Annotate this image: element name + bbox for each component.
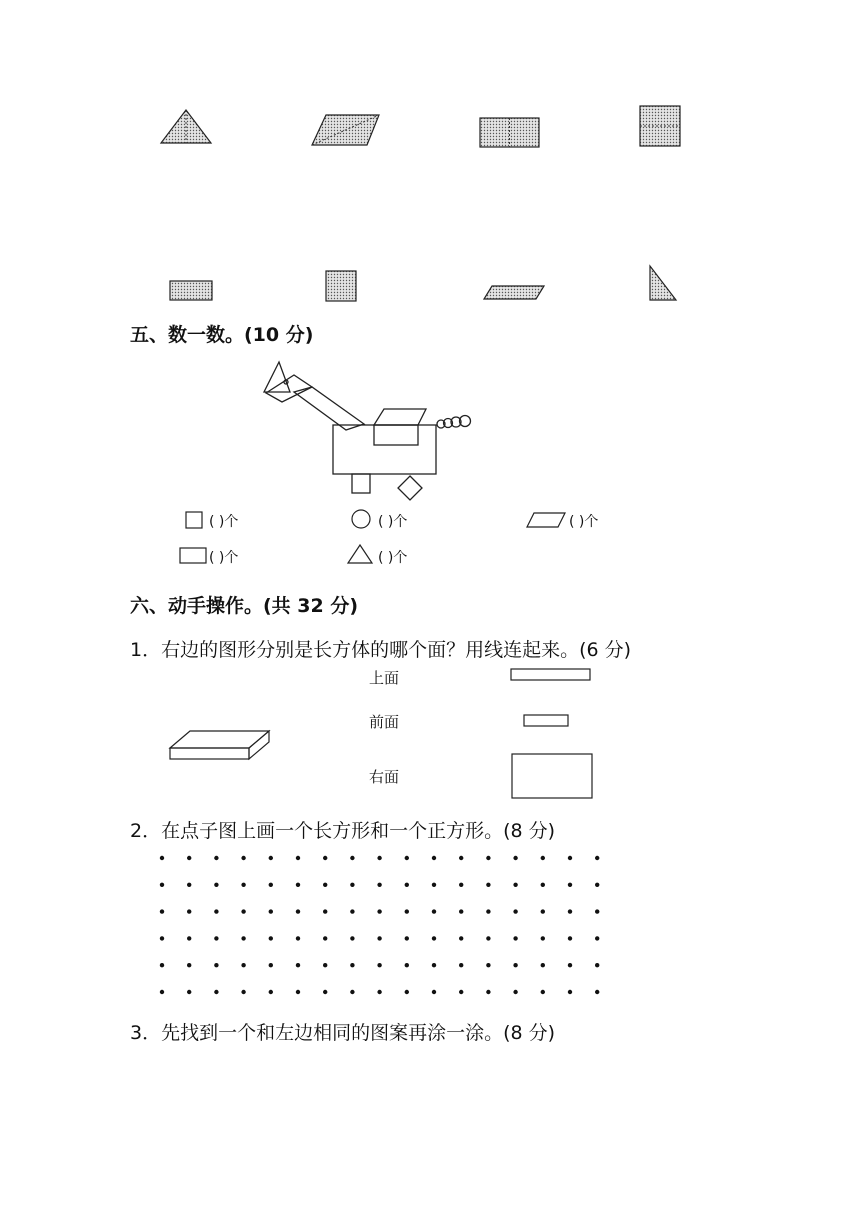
grid-dot[interactable] <box>187 883 191 887</box>
grid-dot[interactable] <box>513 990 517 994</box>
grid-dot[interactable] <box>377 856 381 860</box>
grid-dot[interactable] <box>187 990 191 994</box>
grid-dot[interactable] <box>323 856 327 860</box>
grid-dot[interactable] <box>323 909 327 913</box>
grid-dot[interactable] <box>459 883 463 887</box>
grid-dot[interactable] <box>432 856 436 860</box>
grid-dot[interactable] <box>405 856 409 860</box>
grid-dot[interactable] <box>459 909 463 913</box>
grid-dot[interactable] <box>323 936 327 940</box>
grid-dot[interactable] <box>269 990 273 994</box>
grid-dot[interactable] <box>595 883 599 887</box>
grid-dot[interactable] <box>160 909 164 913</box>
section5-title: 五、数一数。(10 分) <box>130 324 314 346</box>
grid-dot[interactable] <box>296 909 300 913</box>
grid-dot[interactable] <box>541 936 545 940</box>
grid-dot[interactable] <box>160 883 164 887</box>
grid-dot[interactable] <box>486 909 490 913</box>
grid-dot[interactable] <box>486 990 490 994</box>
grid-dot[interactable] <box>568 963 572 967</box>
grid-dot[interactable] <box>595 936 599 940</box>
count-triangle-blank: ( )个 <box>378 550 408 566</box>
grid-dot[interactable] <box>269 936 273 940</box>
grid-dot[interactable] <box>432 936 436 940</box>
grid-dot[interactable] <box>486 883 490 887</box>
grid-dot[interactable] <box>568 909 572 913</box>
grid-dot[interactable] <box>296 990 300 994</box>
grid-dot[interactable] <box>405 909 409 913</box>
grid-dot[interactable] <box>241 883 245 887</box>
grid-dot[interactable] <box>269 883 273 887</box>
grid-dot[interactable] <box>214 963 218 967</box>
grid-dot[interactable] <box>541 856 545 860</box>
grid-dot[interactable] <box>459 963 463 967</box>
grid-dot[interactable] <box>160 990 164 994</box>
grid-dot[interactable] <box>350 883 354 887</box>
grid-dot[interactable] <box>214 990 218 994</box>
grid-dot[interactable] <box>241 963 245 967</box>
grid-dot[interactable] <box>296 883 300 887</box>
grid-dot[interactable] <box>405 990 409 994</box>
grid-dot[interactable] <box>513 963 517 967</box>
grid-dot[interactable] <box>296 963 300 967</box>
grid-dot[interactable] <box>269 909 273 913</box>
grid-dot[interactable] <box>377 963 381 967</box>
grid-dot[interactable] <box>405 936 409 940</box>
grid-dot[interactable] <box>323 883 327 887</box>
grid-dot[interactable] <box>568 990 572 994</box>
grid-dot[interactable] <box>350 909 354 913</box>
section6-title: 六、动手操作。(共 32 分) <box>130 595 359 617</box>
count-parallelogram-blank: ( )个 <box>569 514 599 530</box>
grid-dot[interactable] <box>377 883 381 887</box>
grid-dot[interactable] <box>568 936 572 940</box>
grid-dot[interactable] <box>486 963 490 967</box>
grid-dot[interactable] <box>269 963 273 967</box>
grid-dot[interactable] <box>459 856 463 860</box>
grid-dot[interactable] <box>350 990 354 994</box>
count-circle-blank: ( )个 <box>378 514 408 530</box>
grid-dot[interactable] <box>296 936 300 940</box>
grid-dot[interactable] <box>486 856 490 860</box>
face-label-top: 上面 <box>369 669 400 687</box>
grid-dot[interactable] <box>377 990 381 994</box>
grid-dot[interactable] <box>187 936 191 940</box>
grid-dot[interactable] <box>541 963 545 967</box>
q3-text: 3．先找到一个和左边相同的图案再涂一涂。(8 分) <box>130 1022 556 1044</box>
q1-text: 1．右边的图形分别是长方体的哪个面？用线连起来。(6 分) <box>130 639 632 661</box>
grid-dot[interactable] <box>513 856 517 860</box>
grid-dot[interactable] <box>486 936 490 940</box>
grid-dot[interactable] <box>432 990 436 994</box>
grid-dot[interactable] <box>350 856 354 860</box>
grid-dot[interactable] <box>350 936 354 940</box>
grid-dot[interactable] <box>432 963 436 967</box>
grid-dot[interactable] <box>323 990 327 994</box>
grid-dot[interactable] <box>595 990 599 994</box>
grid-dot[interactable] <box>432 883 436 887</box>
grid-dot[interactable] <box>459 990 463 994</box>
count-square-blank: ( )个 <box>209 514 239 530</box>
grid-dot[interactable] <box>405 963 409 967</box>
grid-dot[interactable] <box>377 909 381 913</box>
grid-dot[interactable] <box>541 990 545 994</box>
grid-dot[interactable] <box>513 909 517 913</box>
grid-dot[interactable] <box>160 856 164 860</box>
grid-dot[interactable] <box>377 936 381 940</box>
face-label-front: 前面 <box>369 713 400 731</box>
grid-dot[interactable] <box>513 883 517 887</box>
grid-dot[interactable] <box>459 936 463 940</box>
grid-dot[interactable] <box>323 963 327 967</box>
grid-dot[interactable] <box>214 856 218 860</box>
grid-dot[interactable] <box>241 936 245 940</box>
grid-dot[interactable] <box>187 963 191 967</box>
grid-dot[interactable] <box>568 883 572 887</box>
grid-dot[interactable] <box>595 856 599 860</box>
grid-dot[interactable] <box>595 909 599 913</box>
grid-dot[interactable] <box>513 936 517 940</box>
q2-text: 2．在点子图上画一个长方形和一个正方形。(8 分) <box>130 820 556 842</box>
grid-dot[interactable] <box>269 856 273 860</box>
grid-dot[interactable] <box>541 909 545 913</box>
face-label-right: 右面 <box>369 768 400 786</box>
grid-dot[interactable] <box>296 856 300 860</box>
grid-dot[interactable] <box>595 963 599 967</box>
grid-dot[interactable] <box>160 936 164 940</box>
grid-dot[interactable] <box>160 963 164 967</box>
grid-dot[interactable] <box>241 990 245 994</box>
grid-dot[interactable] <box>214 909 218 913</box>
grid-dot[interactable] <box>214 936 218 940</box>
grid-dot[interactable] <box>187 909 191 913</box>
grid-dot[interactable] <box>432 909 436 913</box>
grid-dot[interactable] <box>541 883 545 887</box>
grid-dot[interactable] <box>214 883 218 887</box>
grid-dot[interactable] <box>568 856 572 860</box>
count-rectangle-blank: ( )个 <box>209 550 239 566</box>
grid-dot[interactable] <box>241 856 245 860</box>
grid-dot[interactable] <box>187 856 191 860</box>
grid-dot[interactable] <box>241 909 245 913</box>
grid-dot[interactable] <box>350 963 354 967</box>
grid-dot[interactable] <box>405 883 409 887</box>
